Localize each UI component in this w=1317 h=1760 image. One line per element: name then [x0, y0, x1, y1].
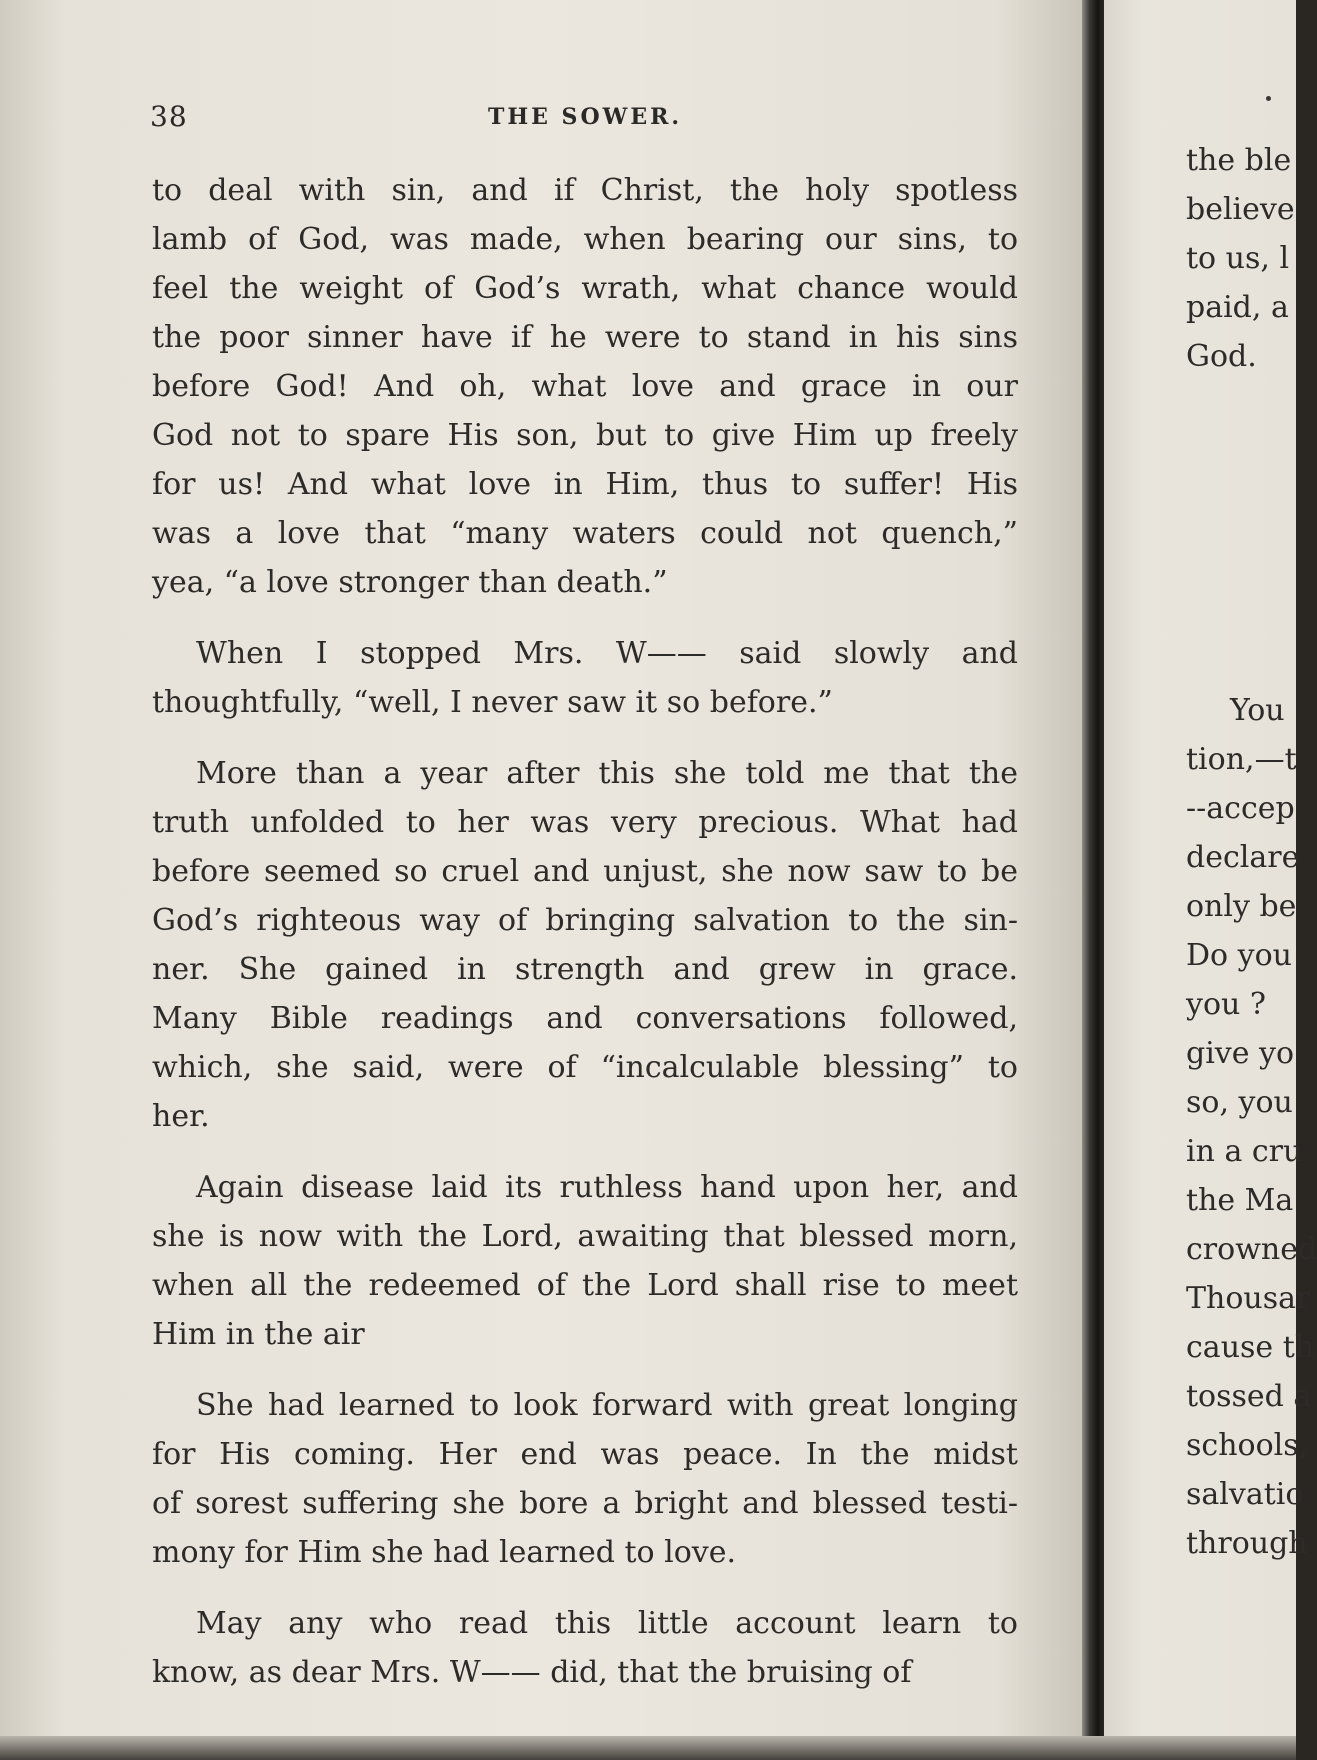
text-line-fragment: you ?	[1186, 987, 1266, 1022]
text-line: God’s righteous way of bringing salvation to the sin-	[152, 903, 1018, 938]
page-number: 38	[150, 100, 188, 133]
text-line: was a love that “many waters could not quench,”	[152, 516, 1018, 551]
paragraph-gap	[152, 1359, 1018, 1381]
text-line: the poor sinner have if he were to stand in his sins	[152, 320, 1018, 355]
text-line: lamb of God, was made, when bearing our sins, to	[152, 222, 1018, 257]
text-line: know, as dear Mrs. W—— did, that the bruising of	[152, 1655, 912, 1690]
text-line: before God! And oh, what love and grace in our	[152, 369, 1018, 404]
scan-bottom-edge	[0, 1736, 1296, 1760]
text-line: ner. She gained in strength and grew in grace.	[152, 952, 1018, 987]
text-line: truth unfolded to her was very precious. What had	[152, 805, 1018, 840]
text-line: she is now with the Lord, awaiting that blessed morn,	[152, 1219, 1018, 1254]
text-line: yea, “a love stronger than death.”	[152, 565, 668, 600]
text-line-fragment: the ble	[1186, 143, 1292, 178]
text-line-fragment: cause th	[1186, 1330, 1315, 1365]
text-line-fragment: so, you	[1186, 1085, 1293, 1120]
text-line-fragment: the Ma	[1186, 1183, 1294, 1218]
text-line-fragment: schools,	[1186, 1428, 1309, 1463]
text-line: which, she said, were of “incalculable blessing” to	[152, 1050, 1018, 1085]
text-line: More than a year after this she told me that the	[196, 756, 1018, 791]
text-line-fragment: only be	[1186, 889, 1297, 924]
paragraph	[152, 1163, 1018, 1359]
text-line-fragment: in a cru	[1186, 1134, 1303, 1169]
paragraph	[152, 1381, 1018, 1577]
text-line-fragment: give yo	[1186, 1036, 1295, 1071]
text-line-fragment: You	[1230, 693, 1285, 728]
text-line: feel the weight of God’s wrath, what chance would	[152, 271, 1018, 306]
text-line: May any who read this little account learn to	[196, 1606, 1018, 1641]
text-line-fragment: believe	[1186, 192, 1295, 227]
text-line-fragment: Do you	[1186, 938, 1292, 973]
text-line-fragment: salvatio	[1186, 1477, 1304, 1512]
text-line: She had learned to look forward with great longing	[196, 1388, 1018, 1423]
text-line: Many Bible readings and conversations followed,	[152, 1001, 1018, 1036]
text-line: her.	[152, 1099, 210, 1134]
text-line: mony for Him she had learned to love.	[152, 1535, 736, 1570]
paragraph	[152, 629, 1018, 727]
text-line: Him in the air	[152, 1317, 365, 1352]
text-line-fragment: through	[1186, 1526, 1308, 1561]
text-line-fragment: Thousar	[1186, 1281, 1311, 1316]
text-line: of sorest suffering she bore a bright and blessed testi-	[152, 1486, 1018, 1521]
text-line-fragment: paid, a	[1186, 290, 1289, 325]
speck-mark	[1266, 96, 1271, 101]
text-line: for us! And what love in Him, thus to suffer! His	[152, 467, 1018, 502]
text-line: When I stopped Mrs. W—— said slowly and	[196, 636, 1018, 671]
text-line-fragment: declare	[1186, 840, 1300, 875]
text-line-fragment: God.	[1186, 339, 1257, 374]
text-line: to deal with sin, and if Christ, the holy spotless	[152, 173, 1018, 208]
paragraph	[152, 166, 1018, 607]
text-line-fragment: to us, l	[1186, 241, 1290, 276]
paragraph	[152, 1599, 1018, 1697]
paragraph-gap	[152, 1577, 1018, 1599]
paragraph-gap	[152, 1141, 1018, 1163]
text-line: when all the redeemed of the Lord shall rise to meet	[152, 1268, 1018, 1303]
running-title: THE SOWER.	[487, 104, 683, 130]
text-line-fragment: tossed a	[1186, 1379, 1312, 1414]
text-line: before seemed so cruel and unjust, she now saw to be	[152, 854, 1018, 889]
left-page-text	[152, 166, 1018, 1697]
book-gutter	[1082, 0, 1104, 1760]
right-page-text-bottom	[1186, 686, 1317, 1568]
text-line: God not to spare His son, but to give Him up freely	[152, 418, 1018, 453]
text-line: thoughtfully, “well, I never saw it so before.”	[152, 685, 833, 720]
running-head	[150, 100, 1020, 140]
paragraph	[152, 749, 1018, 1141]
right-page-text-top	[1186, 136, 1295, 381]
text-line-fragment: tion,—t	[1186, 742, 1297, 777]
text-line: for His coming. Her end was peace. In the midst	[152, 1437, 1018, 1472]
paragraph-gap	[152, 607, 1018, 629]
paragraph-gap	[152, 727, 1018, 749]
text-line: Again disease laid its ruthless hand upon her, and	[196, 1170, 1018, 1205]
text-line-fragment: --accep	[1186, 791, 1295, 826]
text-line-fragment: crowned	[1186, 1232, 1317, 1267]
